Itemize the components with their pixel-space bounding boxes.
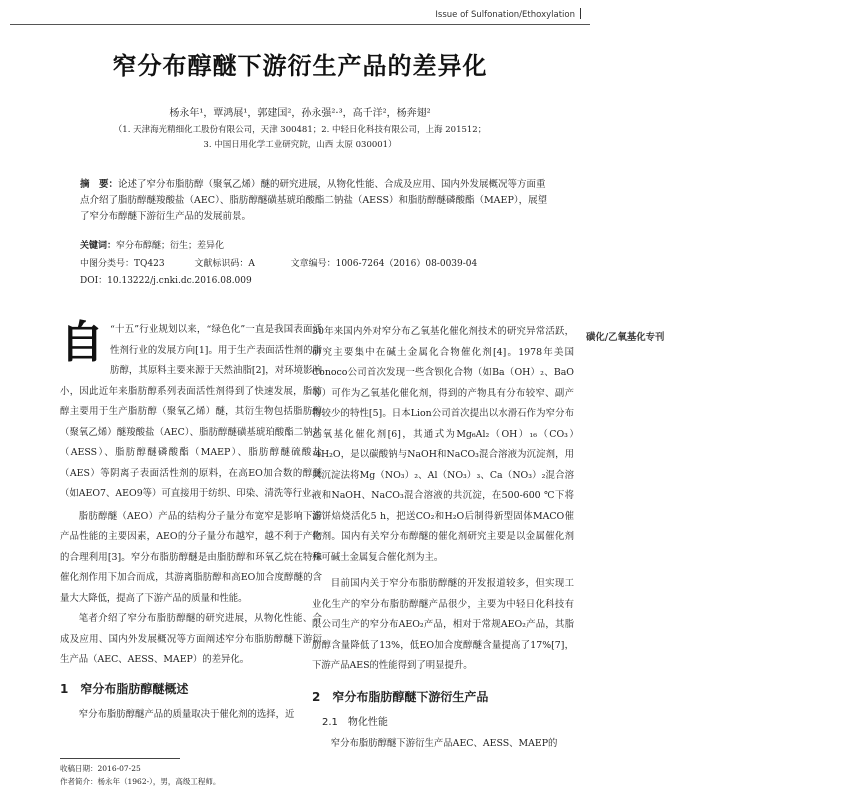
column-label: 磺化/乙氧基化专刊: [586, 332, 665, 343]
abstract: [80, 177, 550, 225]
keywords: [80, 238, 550, 251]
header-separator: [580, 8, 581, 19]
keywords-label: 关键词：: [80, 241, 117, 251]
issue-label: Issue of Sulfonation/Ethoxylation: [435, 10, 575, 20]
received-date: 收稿日期：2016-07-25: [60, 764, 141, 773]
right-paragraph-1: 30年来国内外对窄分布乙氧基化催化剂技术的研究异常活跃，研究主要集中在碱土金属化合物催化剂[4]。1978年美国Conoco公司首次发现一些含钡化合物（如Ba（OH）₂、BaO等）可作为乙氧基化催化剂，得到的产物具有分布较窄、副产物较少的特性[5]。日本Lion公司首次提出以水滑石作为窄分布乙氧基化催化剂[6]，其通式为Mg₆Al₂（OH）₁₆（CO₃）·4H₂O，是以碳酸钠与NaOH和NaCO₃混合溶液为沉淀剂，用共沉淀法将Mg（NO₃）₂、Al（NO₃）₃、Ca（NO₃）₂混合溶液和NaOH、NaCO₃混合溶液的共沉淀，在500-600 ℃下将滤饼焙烧活化5 h，把送CO₂和H₂O后制得新型固体MACO催化剂。国内有关窄分布醇醚的催化剂研究主要是以金属催化剂和可碱土金属复合催化剂为主。: [312, 326, 574, 563]
authors: 杨永年¹，覃鸿展¹，郭建国²，孙永强²·³，高千洋²，杨奔翅²: [169, 108, 431, 119]
keywords-text: 窄分布醇醚；衍生；差异化: [116, 241, 225, 251]
classification: [80, 256, 550, 269]
doi: [80, 273, 550, 286]
article-no-value: 1006-7264（2016）08-0039-04: [335, 259, 478, 269]
header-rule: [10, 24, 590, 25]
section-1-paragraph: 窄分布脂肪醇醚产品的质量取决于催化剂的选择，近: [78, 709, 295, 720]
doi-value: 10.13222/j.cnki.dc.2016.08.009: [107, 276, 252, 286]
clc-value: TQ423: [134, 259, 165, 269]
doc-code-label: 文献标识码：: [194, 259, 249, 269]
abstract-label: 摘 要：: [80, 179, 119, 190]
affiliation-line-1: （1. 天津海光精细化工股份有限公司，天津 300481；2. 中轻日化科技有限公司，上海 201512；: [113, 125, 487, 135]
section-2-paragraph: 窄分布脂肪醇醚下游衍生产品AEC、AESS、MAEP的: [330, 737, 558, 749]
drop-cap: 自: [60, 317, 104, 368]
footnote-rule: [60, 758, 180, 759]
author-info: 作者简介：杨永年（1962-），男，高级工程师。: [60, 777, 221, 786]
doi-label: DOI：: [80, 276, 108, 286]
paper-title: 窄分布醇醚下游衍生产品的差异化: [112, 52, 488, 80]
abstract-text: 论述了窄分布脂肪醇（聚氧乙烯）醚的研究进展，从物化性能、合成及应用、国内外发展概况等方面重点介绍了脂肪醇醚羧酸盐（AEC）、脂肪醇醚磺基琥珀酸酯二钠盐（AESS）和脂肪醇醚磷酸酯（MAEP），展望了窄分布醇醚下游衍生产品的发展前景。: [80, 179, 548, 222]
doc-code-value: A: [248, 259, 255, 269]
section-heading-1: 1 窄分布脂肪醇醚概述: [60, 681, 189, 696]
article-no-label: 文章编号：: [290, 259, 336, 269]
right-paragraph-2: 目前国内关于窄分布脂肪醇醚的开发报道较多，但实现工业化生产的窄分布脂肪醇醚产品很少，主要为中轻日化科技有限公司生产的窄分布AEO₂产品，相对于常规AEO₂产品，其脂肪醇含量降低了13%，低EO加合度醇醚含量提高了17%[7]，下游产品AES的性能得到了明显提升。: [312, 578, 574, 671]
intro-paragraph-2: 脂肪醇醚（AEO）产品的结构分子量分布宽窄是影响下游产品性能的主要因素，AEO的分子量分布越窄，越不利于产物的合理利用[3]。窄分布脂肪醇醚是由脂肪醇和环氧乙烷在特殊催化剂作用下加合而成，其游离脂肪醇和高EO加合度醇醚的含量大大降低，提高了下游产品的质量和性能。: [60, 510, 322, 604]
subsection-heading-2-1: 2.1 物化性能: [322, 717, 388, 728]
affiliation-line-2: 3. 中国日用化学工业研究院，山西 太原 030001）: [203, 140, 397, 150]
right-column: [312, 322, 574, 754]
running-header: [435, 8, 665, 343]
section-heading-2: 2 窄分布脂肪醇醚下游衍生产品: [312, 689, 489, 704]
left-column: [60, 317, 322, 726]
intro-paragraph-1: [60, 317, 322, 505]
intro-paragraph-1-text: “十五”行业规划以来，“绿色化”一直是我国表面活性剂行业的发展方向[1]。用于生产表面活性剂的脂肪醇，其原料主要来源于天然油脂[2]，对环境影响小，因此近年来脂肪醇系列表面活性剂得到了快速发展，脂肪醇主要用于生产脂肪醇（聚氧乙烯）醚，其衍生物包括脂肪醇（聚氧乙烯）醚羧酸盐（AEC）、脂肪醇醚磺基琥珀酸酯二钠盐（AESS）、脂肪醇醚磷酸酯（MAEP）、脂肪醇醚硫酸盐（AES）等阴离子表面活性剂的原料，在高EO加合数的醇醚（如AEO7、AEO9等）可直接用于纺织、印染、清洗等行业。: [60, 324, 322, 499]
clc-label: 中图分类号：: [80, 259, 135, 269]
intro-paragraph-3: 笔者介绍了窄分布脂肪醇醚的研究进展，从物化性能、合成及应用、国内外发展概况等方面阐述窄分布脂肪醇醚下游衍生产品（AEC、AESS、MAEP）的差异化。: [60, 613, 322, 665]
